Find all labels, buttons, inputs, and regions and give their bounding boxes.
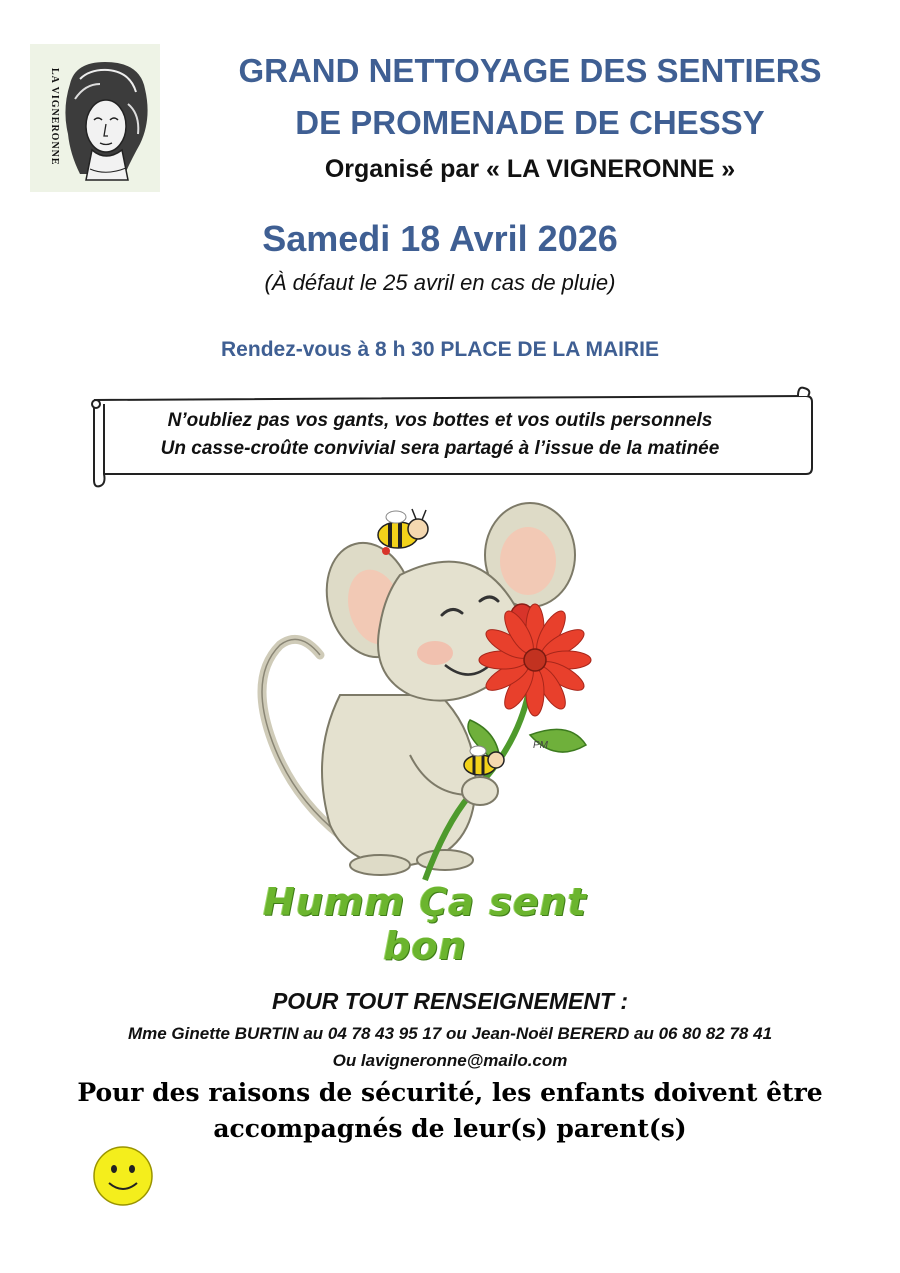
contacts: Mme Ginette BURTIN au 04 78 43 95 17 ou Jean-Noël BERERD au 06 80 82 78 41 bbox=[127, 1024, 773, 1043]
illustration-caption: Humm Ça sent bon bbox=[263, 880, 587, 968]
mouse-illustration bbox=[230, 495, 600, 885]
event-date: Samedi 18 Avril 2026 bbox=[262, 218, 618, 259]
organizer: Organisé par « LA VIGNERONNE » bbox=[324, 155, 736, 183]
smiley-icon bbox=[92, 1145, 154, 1207]
page-title-line1: GRAND NETTOYAGE DES SENTIERS bbox=[238, 52, 822, 89]
contact-email: Ou lavigneronne@mailo.com bbox=[332, 1051, 568, 1070]
scroll-banner bbox=[82, 382, 818, 492]
notice-line2: Un casse-croûte convivial sera partagé à l’issue de la matinée bbox=[160, 438, 720, 459]
page-title-line2: DE PROMENADE DE CHESSY bbox=[295, 104, 765, 141]
meeting-point: Rendez-vous à 8 h 30 PLACE DE LA MAIRIE bbox=[221, 338, 659, 361]
logo-name: LA VIGNERONNE bbox=[49, 68, 60, 166]
rain-date: (À défaut le 25 avril en cas de pluie) bbox=[264, 270, 616, 295]
info-heading: POUR TOUT RENSEIGNEMENT : bbox=[271, 988, 629, 1014]
notice-line1: N’oubliez pas vos gants, vos bottes et vos outils personnels bbox=[167, 410, 713, 431]
safety-notice-line1: Pour des raisons de sécurité, les enfants doivent être bbox=[77, 1078, 823, 1107]
safety-notice-line2: accompagnés de leur(s) parent(s) bbox=[213, 1114, 687, 1143]
artist-signature: PM bbox=[533, 740, 548, 751]
mouse-with-flower-icon bbox=[230, 495, 600, 885]
